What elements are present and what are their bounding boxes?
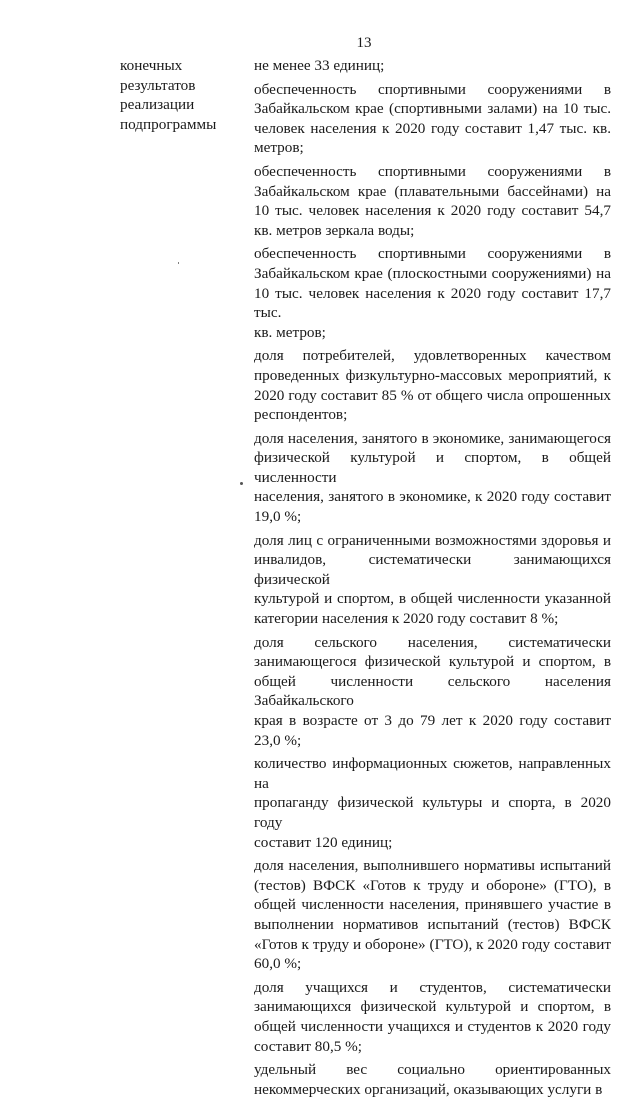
indicator-line: 2020 году составит 85 % от общего числа опрошенных bbox=[254, 386, 611, 404]
indicator-line: занимающихся физической культурой и спортом, в bbox=[254, 998, 611, 1016]
indicator-line: занимающегося физической культурой и спортом, в bbox=[254, 653, 611, 671]
indicator-line: доля лиц с ограниченными возможностями здоровья и bbox=[254, 531, 611, 549]
indicator-line: не менее 33 единиц; bbox=[254, 57, 385, 74]
indicator-line: проведенных физкультурно-массовых мероприятий, к bbox=[254, 366, 611, 384]
indicator-line: 10 тыс. человек населения к 2020 году составит 54,7 bbox=[254, 202, 611, 220]
indicator-item bbox=[254, 429, 611, 527]
indicator-line: обеспеченность спортивными сооружениями в bbox=[254, 245, 611, 263]
indicator-line: Забайкальском крае (плавательными бассейнами) на bbox=[254, 182, 611, 200]
indicator-line: общей численности сельского населения Забайкальского bbox=[254, 672, 611, 710]
indicator-line: количество информационных сюжетов, направленных на bbox=[254, 755, 611, 792]
indicator-line: доля потребителей, удовлетворенных качеством bbox=[254, 347, 611, 365]
indicator-line: физической культурой и спортом, в общей численности bbox=[254, 449, 611, 486]
indicator-line: удельный вес социально ориентированных bbox=[254, 1061, 611, 1079]
indicator-line: (тестов) ВФСК «Готов к труду и обороне» (ГТО), в bbox=[254, 876, 611, 894]
indicator-line: 60,0 %; bbox=[254, 955, 302, 973]
indicator-line: пропаганду физической культуры и спорта, в 2020 году bbox=[254, 794, 611, 831]
indicator-item bbox=[254, 754, 611, 852]
indicator-line: выполнении нормативов испытаний (тестов) ВФСК bbox=[254, 915, 611, 933]
indicator-item bbox=[254, 531, 611, 629]
indicator-line: кв. метров; bbox=[254, 323, 326, 341]
page-number: 13 bbox=[356, 35, 372, 51]
indicator-line: доля сельского населения, систематически bbox=[254, 633, 611, 651]
row-label-line: результатов bbox=[120, 76, 196, 94]
indicator-item bbox=[254, 978, 611, 1056]
indicator-line: Забайкальском крае (плоскостными сооружениями) на bbox=[254, 264, 611, 282]
indicator-line: человек населения к 2020 году составит 1,47 тыс. кв. bbox=[254, 119, 611, 137]
indicator-line: 19,0 %; bbox=[254, 508, 302, 526]
indicator-list bbox=[254, 56, 611, 1103]
indicator-line: 10 тыс. человек населения к 2020 году составит 17,7 тыс. bbox=[254, 284, 611, 322]
indicator-line: составит 120 единиц; bbox=[254, 833, 393, 851]
indicator-line: общей численности учащихся и студентов к 2020 году bbox=[254, 1017, 611, 1035]
indicator-line: доля населения, выполнившего нормативы испытаний bbox=[254, 857, 611, 875]
scan-dot bbox=[178, 262, 179, 264]
indicator-item bbox=[254, 80, 611, 158]
indicator-line: инвалидов, систематически занимающихся физической bbox=[254, 551, 611, 588]
indicator-line: метров; bbox=[254, 139, 304, 157]
indicator-line: Забайкальском крае (спортивными залами) на 10 тыс. bbox=[254, 100, 611, 118]
indicator-line: доля учащихся и студентов, систематически bbox=[254, 978, 611, 996]
indicator-line: категории населения к 2020 году составит 8 %; bbox=[254, 610, 559, 628]
row-label bbox=[120, 56, 242, 134]
row-label-line: подпрограммы bbox=[120, 115, 217, 133]
indicator-item bbox=[254, 633, 611, 751]
indicator-line: населения, занятого в экономике, к 2020 году составит bbox=[254, 488, 611, 506]
indicator-line: кв. метров зеркала воды; bbox=[254, 221, 415, 239]
indicator-item bbox=[254, 1060, 611, 1099]
indicator-line: доля населения, занятого в экономике, занимающегося bbox=[254, 429, 611, 447]
indicator-item bbox=[254, 856, 611, 974]
indicator-item bbox=[254, 244, 611, 342]
indicator-line: составит 80,5 %; bbox=[254, 1037, 362, 1055]
indicator-line: края в возрасте от 3 до 79 лет к 2020 году составит bbox=[254, 712, 611, 729]
indicator-item bbox=[254, 162, 611, 240]
indicator-line: обеспеченность спортивными сооружениями в bbox=[254, 80, 611, 98]
scan-dot bbox=[240, 482, 243, 485]
row-label-line: реализации bbox=[120, 96, 195, 114]
indicator-item bbox=[254, 56, 611, 76]
row-label-line: конечных bbox=[120, 57, 183, 74]
indicator-line: общей численности населения, принявшего участие в bbox=[254, 896, 611, 914]
indicator-item bbox=[254, 346, 611, 424]
indicator-line: респондентов; bbox=[254, 406, 348, 424]
indicator-line: 23,0 %; bbox=[254, 731, 302, 749]
indicator-line: «Готов к труду и обороне» (ГТО), к 2020 году составит bbox=[254, 935, 611, 953]
indicator-line: некоммерческих организаций, оказывающих услуги в bbox=[254, 1080, 603, 1098]
indicator-line: культурой и спортом, в общей численности указанной bbox=[254, 590, 611, 608]
indicator-line: обеспеченность спортивными сооружениями в bbox=[254, 162, 611, 180]
